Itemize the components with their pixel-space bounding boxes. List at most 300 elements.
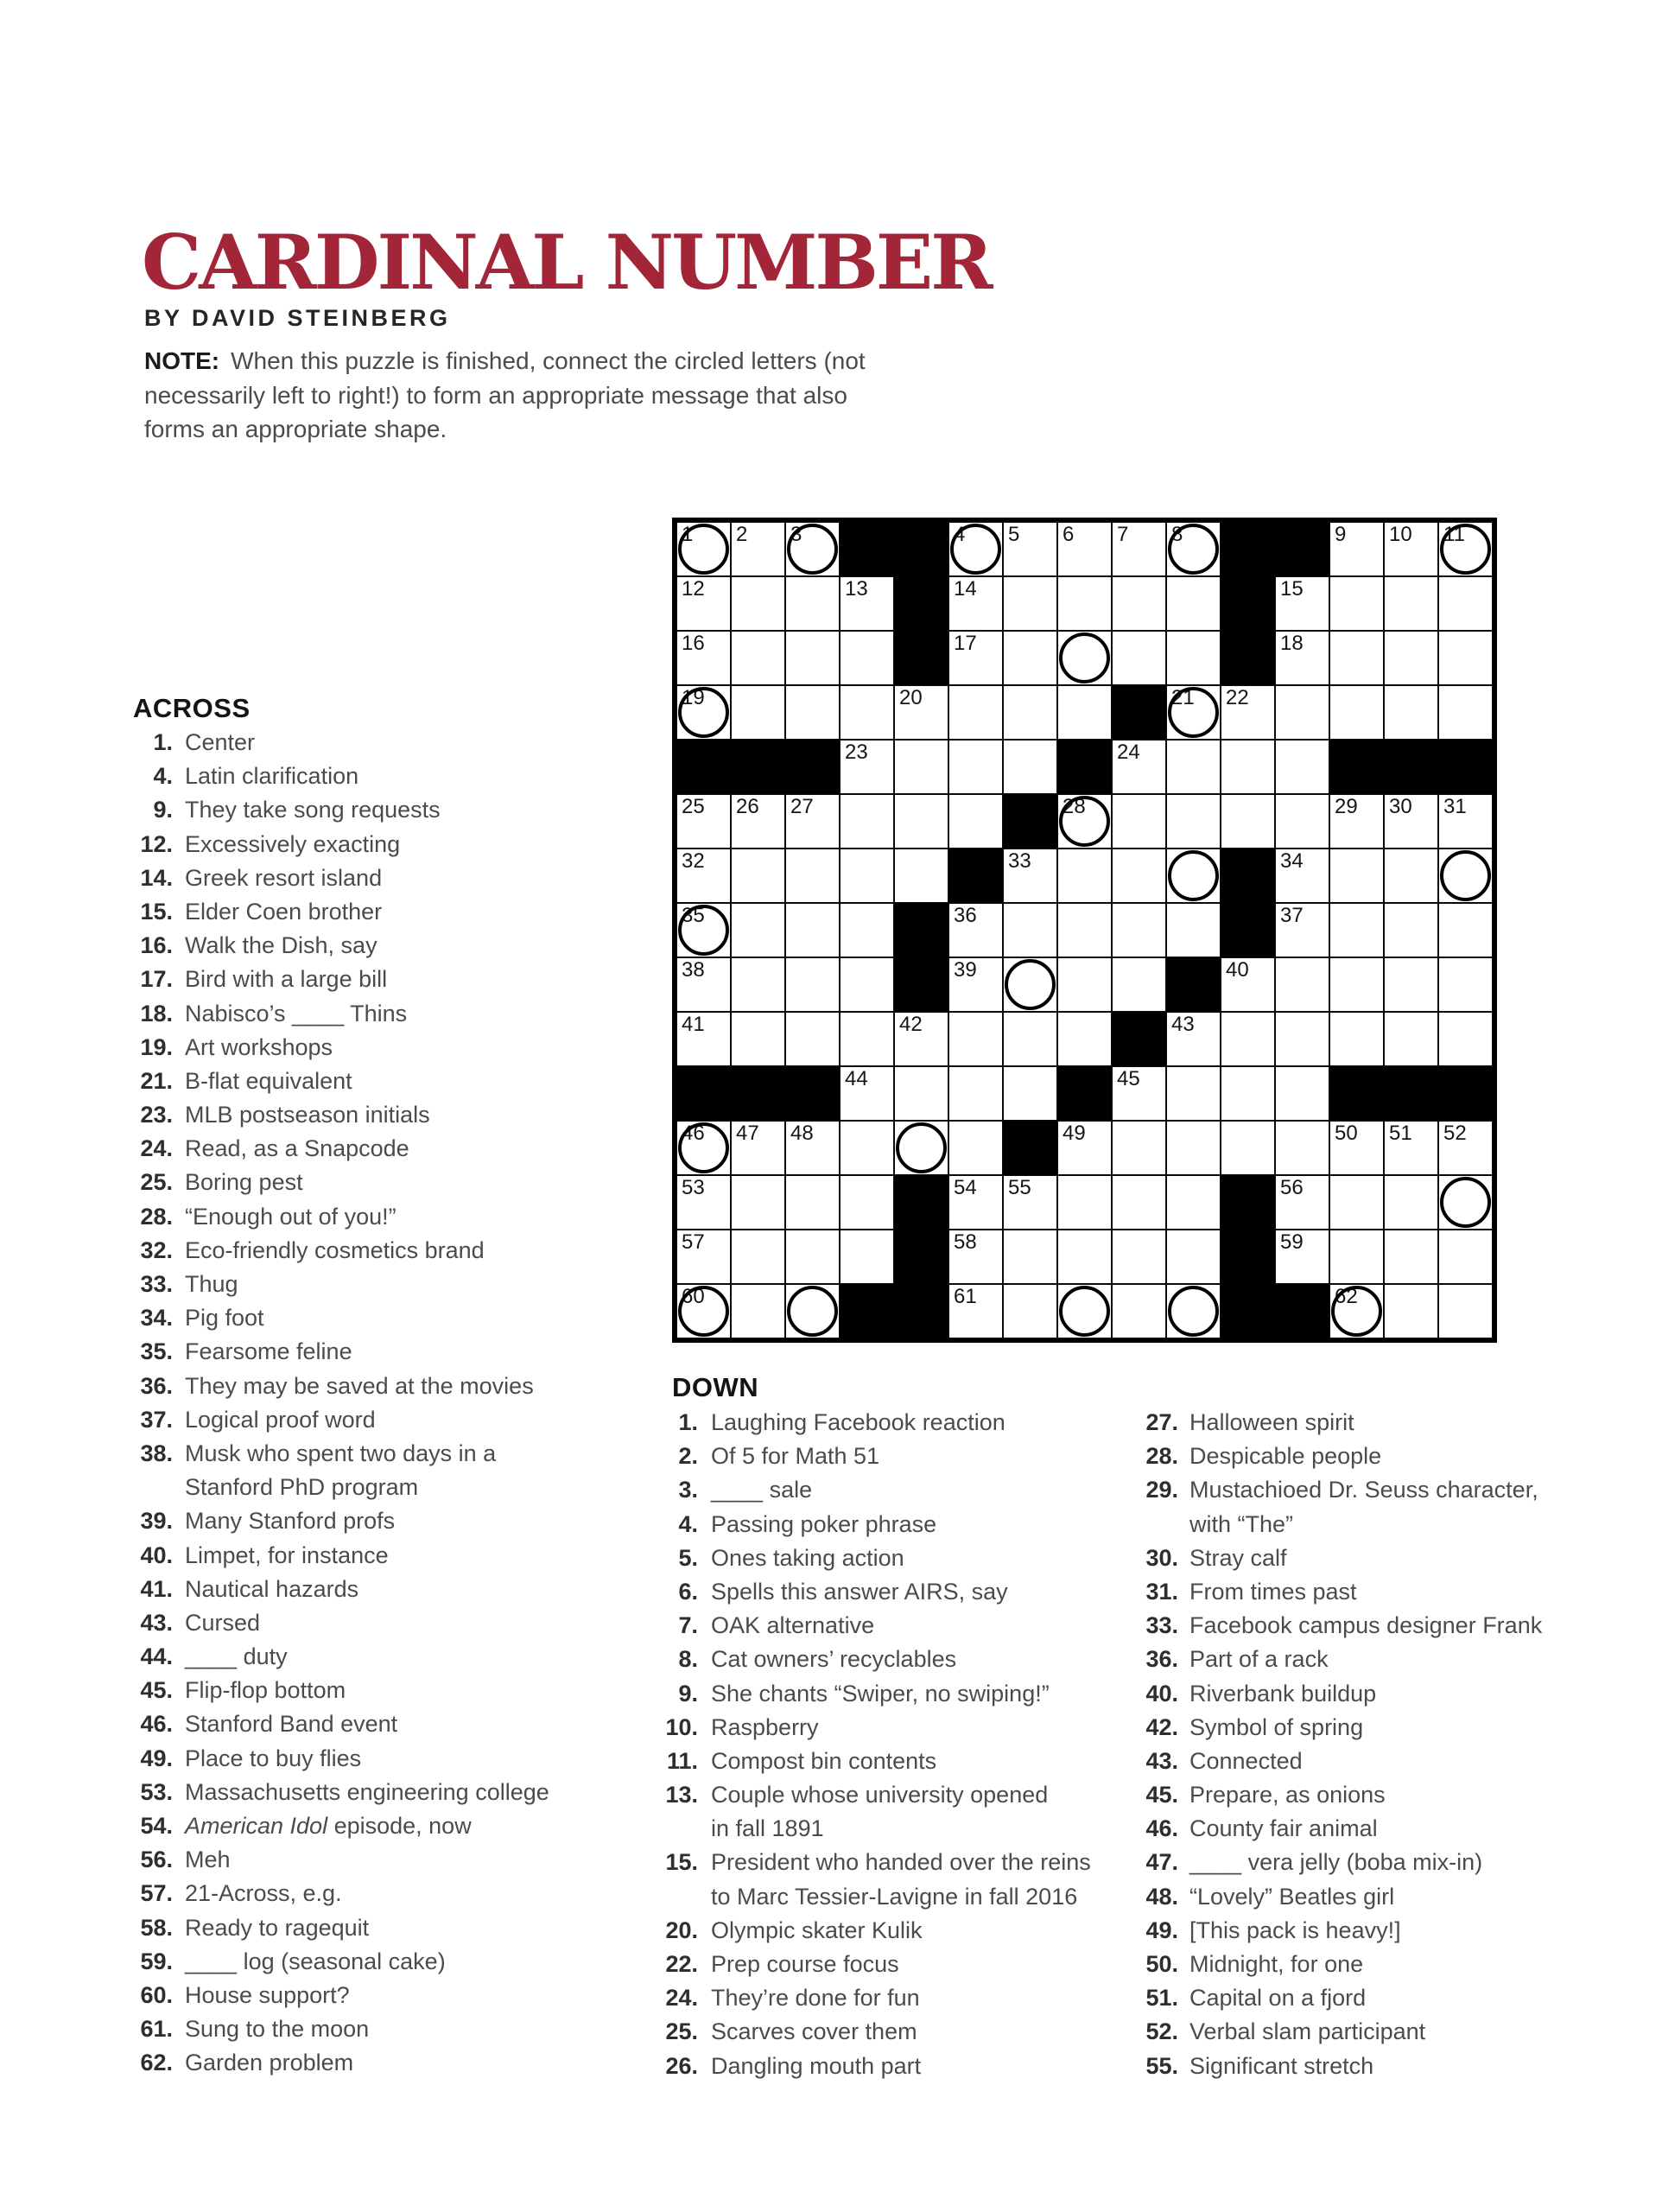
grid-cell[interactable]	[676, 1230, 731, 1284]
clue-text: Prep course focus	[711, 1951, 899, 1977]
grid-cell[interactable]	[785, 849, 840, 903]
grid-cell[interactable]	[1166, 903, 1221, 957]
cell-number: 42	[899, 1013, 923, 1036]
grid-cell[interactable]	[1112, 957, 1166, 1012]
grid-cell[interactable]	[840, 1066, 894, 1121]
grid-cell[interactable]	[731, 685, 785, 740]
grid-cell[interactable]	[1275, 740, 1329, 794]
grid-cell[interactable]	[1112, 631, 1166, 685]
clue-text: Prepare, as onions	[1189, 1782, 1386, 1808]
clue-text: Nautical hazards	[185, 1575, 359, 1602]
clue	[662, 1440, 1091, 1473]
grid-cell[interactable]	[731, 794, 785, 849]
clue	[662, 2015, 1091, 2049]
clue	[133, 1776, 549, 1809]
grid-cell[interactable]	[676, 685, 731, 740]
grid-cell[interactable]	[1166, 1121, 1221, 1175]
grid-cell[interactable]	[1221, 1066, 1275, 1121]
grid-cell[interactable]	[1384, 957, 1438, 1012]
grid-cell[interactable]	[1112, 576, 1166, 631]
cell-number: 40	[1226, 958, 1249, 982]
grid-cell[interactable]	[1003, 685, 1057, 740]
clue-number	[662, 1880, 698, 1914]
grid-cell[interactable]	[894, 1066, 948, 1121]
grid-cell[interactable]	[1057, 522, 1112, 576]
grid-cell[interactable]	[1112, 522, 1166, 576]
grid-cell[interactable]	[1003, 576, 1057, 631]
clue	[133, 1640, 549, 1674]
grid-cell[interactable]	[1275, 849, 1329, 903]
clue-number: 18.	[140, 1000, 173, 1027]
grid-cell[interactable]	[731, 903, 785, 957]
grid-cell[interactable]	[1384, 849, 1438, 903]
grid-cell[interactable]	[676, 631, 731, 685]
grid-cell[interactable]	[894, 685, 948, 740]
clue-text: OAK alternative	[711, 1612, 875, 1639]
cell-number: 60	[682, 1285, 705, 1308]
clue-number: 4.	[153, 763, 173, 790]
grid-cell[interactable]	[1384, 1121, 1438, 1175]
clue-number: 16.	[140, 932, 173, 959]
grid-cell[interactable]	[1057, 1012, 1112, 1066]
cell-number: 57	[682, 1230, 705, 1254]
grid-cell[interactable]	[948, 576, 1003, 631]
clue-text: Meh	[185, 1847, 231, 1873]
clue-text: Logical proof word	[185, 1406, 376, 1433]
grid-cell[interactable]	[1057, 903, 1112, 957]
grid-cell[interactable]	[1329, 685, 1384, 740]
grid-cell[interactable]	[1329, 849, 1384, 903]
clue	[133, 1707, 549, 1741]
grid-cell[interactable]	[1057, 1175, 1112, 1230]
grid-cell[interactable]	[1003, 1284, 1057, 1338]
clue-number: 15.	[665, 1849, 698, 1876]
grid-cell[interactable]	[1003, 522, 1057, 576]
grid-cell[interactable]	[1329, 1175, 1384, 1230]
clue	[133, 1335, 549, 1369]
clue-number: 59.	[140, 1948, 173, 1974]
clue	[133, 997, 549, 1031]
clue-text: Walk the Dish, say	[185, 932, 377, 959]
grid-cell[interactable]	[785, 957, 840, 1012]
clue-text: Passing poker phrase	[711, 1510, 937, 1537]
clue	[1140, 1914, 1542, 1948]
grid-cell[interactable]	[840, 957, 894, 1012]
grid-cell[interactable]	[894, 849, 948, 903]
grid-cell[interactable]	[1438, 576, 1493, 631]
clue-number: 11.	[666, 1747, 698, 1774]
grid-cell[interactable]	[1112, 794, 1166, 849]
grid-cell[interactable]	[676, 1012, 731, 1066]
grid-cell[interactable]	[1384, 1284, 1438, 1338]
clue-text: Sung to the moon	[185, 2016, 370, 2043]
grid-cell[interactable]	[1438, 522, 1493, 576]
grid-cell[interactable]	[1057, 794, 1112, 849]
grid-cell[interactable]	[1057, 685, 1112, 740]
grid-cell[interactable]	[1057, 1230, 1112, 1284]
grid-cell[interactable]	[1329, 1230, 1384, 1284]
clue-number: 17.	[140, 966, 173, 993]
grid-cell[interactable]	[785, 903, 840, 957]
grid-cell[interactable]	[676, 849, 731, 903]
clue	[1140, 1880, 1542, 1914]
grid-cell[interactable]	[1221, 685, 1275, 740]
grid-cell[interactable]	[948, 685, 1003, 740]
circle-marker	[1059, 1286, 1110, 1337]
black-cell	[676, 740, 731, 794]
circle-marker	[1331, 1286, 1382, 1337]
grid-cell[interactable]	[1438, 685, 1493, 740]
grid-cell[interactable]	[1112, 1066, 1166, 1121]
clue-text: ____ sale	[711, 1477, 813, 1503]
grid-cell[interactable]	[1275, 1121, 1329, 1175]
clue-text: Greek resort island	[185, 864, 383, 891]
grid-cell[interactable]	[840, 685, 894, 740]
grid-cell[interactable]	[731, 1012, 785, 1066]
clue-number: 43.	[140, 1609, 173, 1636]
grid-cell[interactable]	[894, 1121, 948, 1175]
cell-number: 50	[1335, 1122, 1358, 1145]
grid-cell[interactable]	[1112, 1175, 1166, 1230]
grid-cell[interactable]	[1166, 685, 1221, 740]
grid-cell[interactable]	[1329, 903, 1384, 957]
grid-cell[interactable]	[1003, 1175, 1057, 1230]
grid-cell[interactable]	[1329, 1121, 1384, 1175]
grid-cell[interactable]	[840, 1012, 894, 1066]
grid-cell[interactable]	[1166, 576, 1221, 631]
grid-cell[interactable]	[1384, 1012, 1438, 1066]
grid-cell[interactable]	[948, 1175, 1003, 1230]
grid-cell[interactable]	[1329, 522, 1384, 576]
grid-cell[interactable]	[731, 1121, 785, 1175]
grid-cell[interactable]	[1166, 1175, 1221, 1230]
grid-cell[interactable]	[1221, 794, 1275, 849]
byline: BY DAVID STEINBERG	[144, 305, 451, 331]
grid-cell[interactable]	[1384, 903, 1438, 957]
grid-cell[interactable]	[785, 1230, 840, 1284]
clue	[133, 1031, 549, 1065]
cell-number: 35	[682, 904, 705, 927]
grid-cell[interactable]	[1112, 740, 1166, 794]
grid-cell[interactable]	[1166, 794, 1221, 849]
clue-number: 61.	[140, 2016, 173, 2043]
grid-cell[interactable]	[1003, 1012, 1057, 1066]
grid-cell[interactable]	[840, 1121, 894, 1175]
grid-cell[interactable]	[894, 740, 948, 794]
grid-cell[interactable]	[1166, 1012, 1221, 1066]
grid-cell[interactable]	[1003, 1230, 1057, 1284]
grid-cell[interactable]	[948, 1121, 1003, 1175]
circle-marker	[1059, 632, 1110, 683]
grid-cell[interactable]	[1329, 631, 1384, 685]
circle-marker	[787, 1286, 838, 1337]
grid-cell[interactable]	[894, 794, 948, 849]
grid-cell[interactable]	[1003, 849, 1057, 903]
black-cell	[948, 849, 1003, 903]
grid-cell[interactable]	[785, 1012, 840, 1066]
clue-text: Fearsome feline	[185, 1338, 352, 1365]
grid-cell[interactable]	[840, 740, 894, 794]
grid-cell[interactable]	[1112, 849, 1166, 903]
grid-cell[interactable]	[1166, 849, 1221, 903]
grid-cell[interactable]	[894, 1012, 948, 1066]
grid-cell[interactable]	[840, 849, 894, 903]
clue-text: Thug	[185, 1271, 238, 1297]
grid-cell[interactable]	[1166, 1284, 1221, 1338]
grid-cell[interactable]	[1057, 1284, 1112, 1338]
grid-cell[interactable]	[1003, 631, 1057, 685]
grid-cell[interactable]	[785, 1175, 840, 1230]
grid-cell[interactable]	[1275, 957, 1329, 1012]
grid-cell[interactable]	[1166, 631, 1221, 685]
grid-cell[interactable]	[948, 1284, 1003, 1338]
clue-number: 29.	[1145, 1477, 1178, 1503]
clue-text: Flip-flop bottom	[185, 1677, 346, 1704]
grid-cell[interactable]	[1384, 576, 1438, 631]
grid-cell[interactable]	[840, 1175, 894, 1230]
clue-text: Facebook campus designer Frank	[1189, 1612, 1543, 1639]
grid-cell[interactable]	[1438, 1012, 1493, 1066]
grid-cell[interactable]	[1329, 576, 1384, 631]
clue-text: Olympic skater Kulik	[711, 1916, 923, 1943]
clue	[1140, 1440, 1542, 1473]
grid-cell[interactable]	[731, 576, 785, 631]
grid-cell[interactable]	[1275, 685, 1329, 740]
clue-number: 50.	[1145, 1951, 1178, 1977]
grid-cell[interactable]	[1275, 631, 1329, 685]
grid-cell[interactable]	[1112, 1121, 1166, 1175]
grid-cell[interactable]	[1221, 1121, 1275, 1175]
grid-cell[interactable]	[731, 631, 785, 685]
clue-number: 31.	[1145, 1578, 1178, 1605]
grid-cell[interactable]	[948, 794, 1003, 849]
grid-cell[interactable]	[948, 1230, 1003, 1284]
clue-number: 49.	[1145, 1916, 1178, 1943]
grid-cell[interactable]	[840, 631, 894, 685]
clue-number: 36.	[1145, 1646, 1178, 1673]
grid-cell[interactable]	[676, 1121, 731, 1175]
grid-cell[interactable]	[1438, 794, 1493, 849]
grid-cell[interactable]	[840, 794, 894, 849]
grid-cell[interactable]	[731, 849, 785, 903]
grid-cell[interactable]	[948, 957, 1003, 1012]
clue	[1140, 1981, 1542, 2015]
grid-cell[interactable]	[1275, 903, 1329, 957]
grid-cell[interactable]	[948, 631, 1003, 685]
grid-cell[interactable]	[840, 1230, 894, 1284]
grid-cell[interactable]	[1003, 903, 1057, 957]
clue-number: 12.	[140, 830, 173, 857]
grid-cell[interactable]	[1166, 740, 1221, 794]
grid-cell[interactable]	[1057, 576, 1112, 631]
circle-marker	[678, 687, 729, 738]
grid-cell[interactable]	[1329, 1012, 1384, 1066]
grid-cell[interactable]	[1438, 1121, 1493, 1175]
black-cell	[1384, 740, 1438, 794]
clue-number: 36.	[140, 1372, 173, 1399]
cell-number: 37	[1280, 904, 1304, 927]
clue-number	[662, 1812, 698, 1846]
grid-cell[interactable]	[1275, 1012, 1329, 1066]
clue-text: From times past	[1189, 1578, 1357, 1605]
grid-cell[interactable]	[1003, 740, 1057, 794]
grid-cell[interactable]	[676, 957, 731, 1012]
grid-cell[interactable]	[676, 576, 731, 631]
clue	[1140, 1541, 1542, 1575]
clue-text: Musk who spent two days in a	[185, 1440, 497, 1466]
clue	[133, 1268, 549, 1301]
cell-number: 38	[682, 958, 705, 982]
grid-cell[interactable]	[1112, 1230, 1166, 1284]
grid-cell[interactable]	[676, 522, 731, 576]
clue-number: 58.	[140, 1914, 173, 1941]
grid-cell[interactable]	[1275, 794, 1329, 849]
cell-number: 36	[954, 904, 977, 927]
clue-number: 19.	[140, 1033, 173, 1060]
clue-number: 9.	[678, 1680, 698, 1707]
clue-number: 24.	[665, 1985, 698, 2012]
black-cell	[731, 740, 785, 794]
cell-number: 61	[954, 1285, 977, 1308]
clue-number: 54.	[140, 1813, 173, 1839]
grid-cell[interactable]	[785, 522, 840, 576]
grid-cell[interactable]	[731, 522, 785, 576]
grid-cell[interactable]	[1275, 1230, 1329, 1284]
clue-text: Limpet, for instance	[185, 1541, 389, 1568]
clue	[1140, 1473, 1542, 1507]
cell-number: 15	[1280, 577, 1304, 601]
cell-number: 20	[899, 686, 923, 709]
grid-cell[interactable]	[731, 957, 785, 1012]
clue	[1140, 1643, 1542, 1676]
grid-cell[interactable]	[840, 903, 894, 957]
clue-number: 6.	[678, 1578, 698, 1605]
cell-number: 56	[1280, 1176, 1304, 1199]
cell-number: 26	[736, 795, 759, 818]
clue-text: Read, as a Snapcode	[185, 1135, 409, 1162]
grid-cell[interactable]	[948, 522, 1003, 576]
grid-cell[interactable]	[1057, 957, 1112, 1012]
cell-number: 13	[845, 577, 868, 601]
grid-cell[interactable]	[1221, 740, 1275, 794]
grid-cell[interactable]	[1438, 903, 1493, 957]
grid-cell[interactable]	[948, 740, 1003, 794]
grid-cell[interactable]	[1112, 1284, 1166, 1338]
clue	[133, 1370, 549, 1403]
clue-number: 40.	[1145, 1680, 1178, 1707]
clue-text: Significant stretch	[1189, 2052, 1374, 2079]
clue-number: 34.	[140, 1305, 173, 1332]
grid-cell[interactable]	[1438, 849, 1493, 903]
clue-number: 39.	[140, 1508, 173, 1535]
clue-text: Connected	[1189, 1747, 1303, 1774]
grid-cell[interactable]	[1166, 1066, 1221, 1121]
grid-cell[interactable]	[1384, 1230, 1438, 1284]
grid-cell[interactable]	[1166, 522, 1221, 576]
grid-cell[interactable]	[731, 1175, 785, 1230]
grid-cell[interactable]	[1003, 957, 1057, 1012]
grid-cell[interactable]	[1438, 1175, 1493, 1230]
grid-cell[interactable]	[1384, 631, 1438, 685]
grid-cell[interactable]	[1384, 685, 1438, 740]
clue-continuation	[662, 1880, 1091, 1914]
clue-text: Riverbank buildup	[1189, 1680, 1377, 1707]
grid-cell[interactable]	[785, 1121, 840, 1175]
grid-cell[interactable]	[1329, 1284, 1384, 1338]
grid-cell[interactable]	[1384, 522, 1438, 576]
cell-number: 54	[954, 1176, 977, 1199]
grid-cell[interactable]	[676, 1284, 731, 1338]
clue-text: Verbal slam participant	[1189, 2018, 1426, 2045]
grid-cell[interactable]	[785, 685, 840, 740]
grid-cell[interactable]	[948, 1066, 1003, 1121]
grid-cell[interactable]	[785, 631, 840, 685]
grid-cell[interactable]	[1003, 1066, 1057, 1121]
clue-number: 46.	[140, 1711, 173, 1738]
circle-marker	[1440, 524, 1491, 575]
circle-marker	[1168, 687, 1219, 738]
grid-cell[interactable]	[1438, 1230, 1493, 1284]
grid-cell[interactable]	[948, 903, 1003, 957]
grid-cell[interactable]	[785, 576, 840, 631]
grid-cell[interactable]	[676, 794, 731, 849]
grid-cell[interactable]	[785, 794, 840, 849]
grid-cell[interactable]	[1057, 849, 1112, 903]
grid-cell[interactable]	[1221, 1012, 1275, 1066]
black-cell	[894, 1284, 948, 1338]
grid-cell[interactable]	[948, 1012, 1003, 1066]
grid-cell[interactable]	[1112, 903, 1166, 957]
cell-number: 53	[682, 1176, 705, 1199]
grid-cell[interactable]	[1275, 576, 1329, 631]
clue	[1140, 1778, 1542, 1812]
grid-cell[interactable]	[1221, 957, 1275, 1012]
grid-cell[interactable]	[1166, 1230, 1221, 1284]
black-cell	[840, 522, 894, 576]
grid-cell[interactable]	[731, 1230, 785, 1284]
black-cell	[1329, 740, 1384, 794]
clue	[1140, 1677, 1542, 1711]
grid-cell[interactable]	[1438, 631, 1493, 685]
grid-cell[interactable]	[1329, 794, 1384, 849]
clue	[133, 1539, 549, 1573]
clue-number: 9.	[153, 797, 173, 823]
clue-text: B-flat equivalent	[185, 1067, 352, 1094]
cell-number: 11	[1443, 523, 1465, 546]
clue	[133, 1674, 549, 1707]
grid-cell[interactable]	[1438, 1284, 1493, 1338]
clue	[133, 929, 549, 963]
grid-cell[interactable]	[676, 1175, 731, 1230]
grid-cell[interactable]	[1384, 794, 1438, 849]
grid-cell[interactable]	[840, 576, 894, 631]
clue	[133, 1301, 549, 1335]
grid-cell[interactable]	[1057, 631, 1112, 685]
grid-cell[interactable]	[1329, 957, 1384, 1012]
grid-cell[interactable]	[1275, 1066, 1329, 1121]
grid-cell[interactable]	[1275, 1175, 1329, 1230]
grid-cell[interactable]	[731, 1284, 785, 1338]
grid-cell[interactable]	[1438, 957, 1493, 1012]
grid-cell[interactable]	[676, 903, 731, 957]
grid-cell[interactable]	[1384, 1175, 1438, 1230]
grid-cell[interactable]	[785, 1284, 840, 1338]
clue-number: 28.	[1145, 1443, 1178, 1470]
black-cell	[894, 1230, 948, 1284]
clue-text: Ones taking action	[711, 1544, 904, 1571]
down-clue-list-col1	[662, 1406, 1091, 2083]
grid-cell[interactable]	[1057, 1121, 1112, 1175]
